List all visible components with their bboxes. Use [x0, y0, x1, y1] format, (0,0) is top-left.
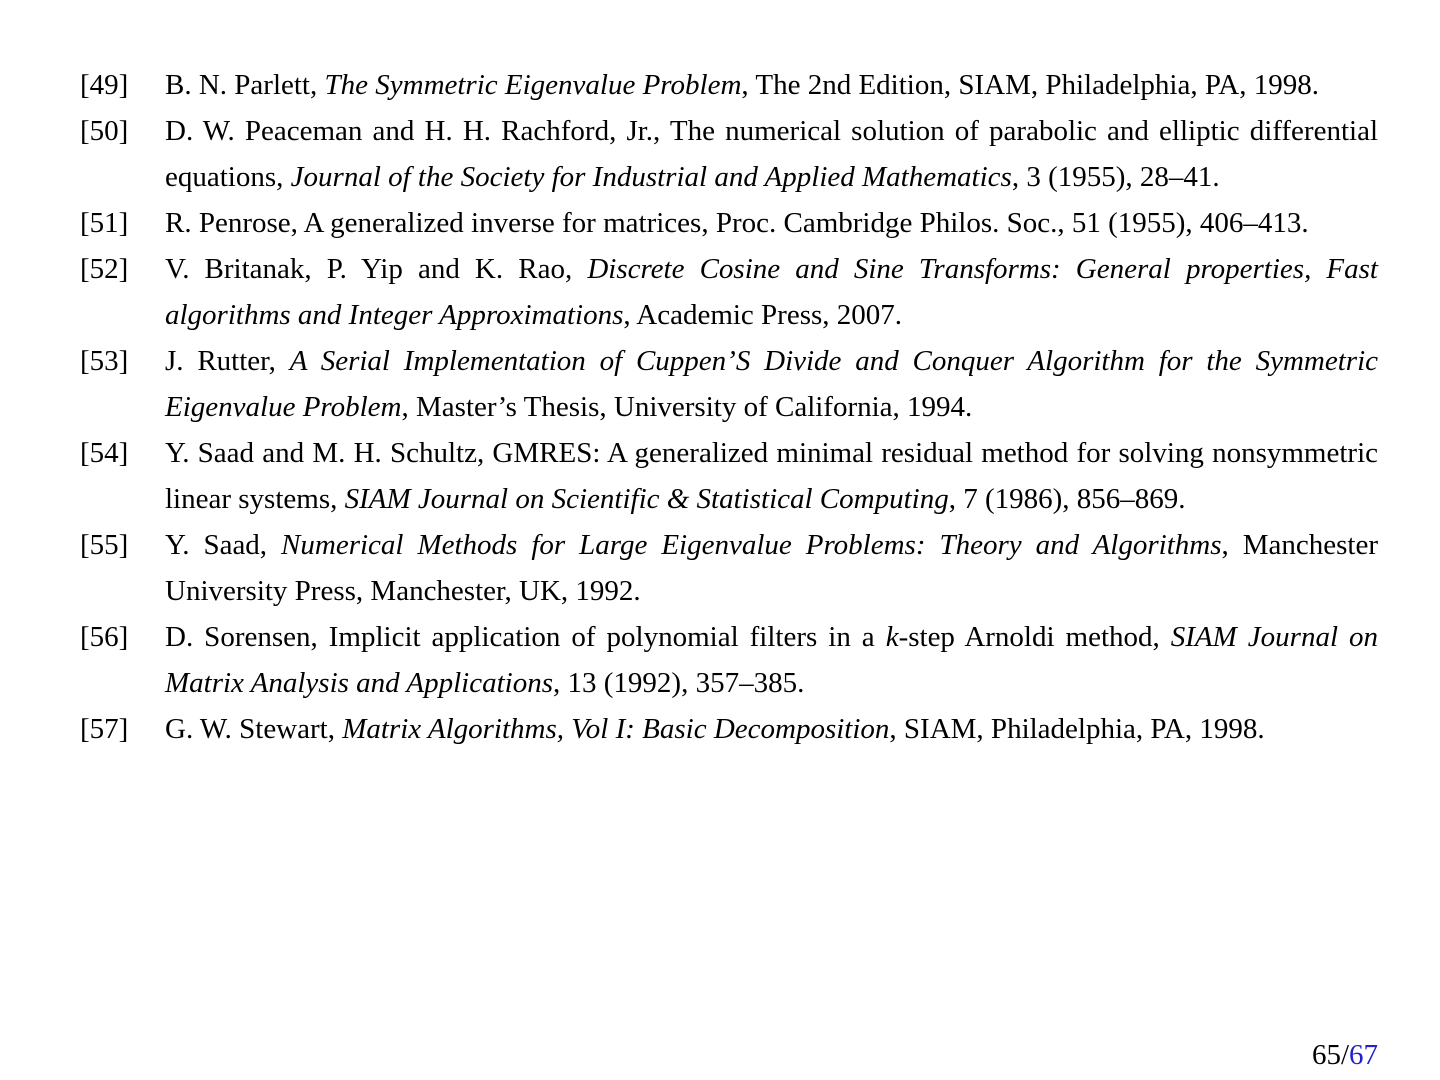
reference-item: [80, 430, 1378, 522]
reference-list: [80, 62, 1378, 752]
reference-text: G. W. Stewart, Matrix Algorithms, Vol I: Basic Decomposition, SIAM, Philadelphia, PA, 1998.: [165, 713, 1265, 745]
reference-item: [80, 62, 1378, 108]
reference-item: [80, 614, 1378, 706]
reference-label: [50]: [80, 115, 129, 147]
reference-label: [49]: [80, 69, 129, 101]
reference-text: V. Britanak, P. Yip and K. Rao, Discrete Cosine and Sine Transforms: General properties, Fast algorithms and Integer Approximations, Academic Press, 2007.: [165, 253, 1378, 331]
reference-text: Y. Saad and M. H. Schultz, GMRES: A generalized minimal residual method for solving nonsymmetric linear systems, SIAM Journal on Scientific & Statistical Computing, 7 (1986), 856–869.: [165, 437, 1378, 515]
reference-item: [80, 246, 1378, 338]
page-number: [1312, 1038, 1378, 1072]
reference-text: B. N. Parlett, The Symmetric Eigenvalue Problem, The 2nd Edition, SIAM, Philadelphia, PA, 1998.: [165, 69, 1319, 101]
reference-item: [80, 706, 1378, 752]
current-page-number: 65: [1311, 1039, 1341, 1071]
reference-item: [80, 200, 1378, 246]
reference-item: [80, 522, 1378, 614]
reference-text: J. Rutter, A Serial Implementation of Cuppen’S Divide and Conquer Algorithm for the Symmetric Eigenvalue Problem, Master’s Thesis, University of California, 1994.: [165, 345, 1378, 423]
reference-label: [55]: [80, 529, 129, 561]
reference-label: [56]: [80, 621, 129, 653]
reference-label: [57]: [80, 713, 129, 745]
reference-label: [54]: [80, 437, 129, 469]
reference-item: [80, 108, 1378, 200]
reference-text: D. W. Peaceman and H. H. Rachford, Jr., The numerical solution of parabolic and elliptic differential equations, Journal of the Society for Industrial and Applied Mathematics, 3 (1955), 28–41.: [165, 115, 1378, 193]
reference-text: R. Penrose, A generalized inverse for matrices, Proc. Cambridge Philos. Soc., 51 (1955), 406–413.: [165, 207, 1309, 239]
total-pages-link[interactable]: 67: [1349, 1039, 1378, 1071]
page-number-separator: /: [1340, 1039, 1349, 1071]
reference-label: [52]: [80, 253, 129, 285]
reference-item: [80, 338, 1378, 430]
reference-label: [53]: [80, 345, 129, 377]
reference-text: D. Sorensen, Implicit application of polynomial filters in a k-step Arnoldi method, SIAM Journal on Matrix Analysis and Applications, 13 (1992), 357–385.: [165, 621, 1378, 699]
reference-text: Y. Saad, Numerical Methods for Large Eigenvalue Problems: Theory and Algorithms, Manchester University Press, Manchester, UK, 1992.: [165, 529, 1378, 607]
reference-label: [51]: [80, 207, 129, 239]
